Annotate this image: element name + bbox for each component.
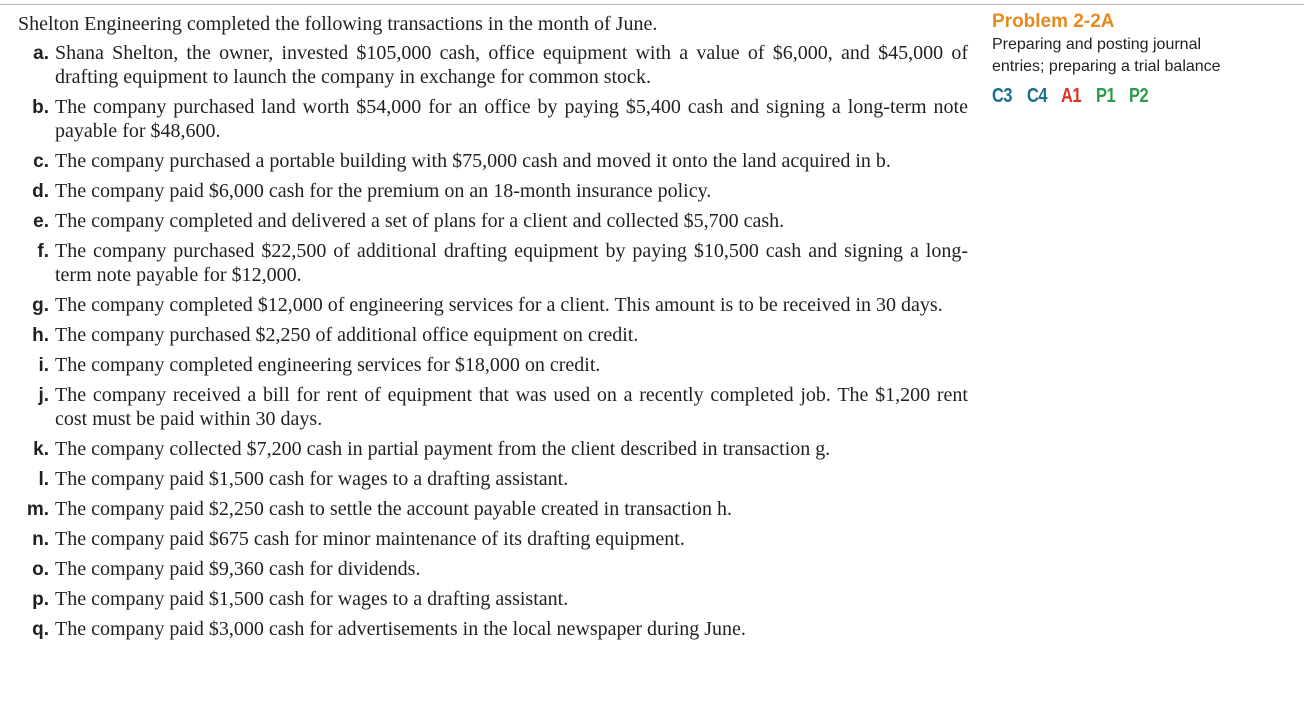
item-text: The company purchased a portable building with $75,000 cash and moved it onto the land acquired in b. [55,150,891,172]
item-text: The company paid $2,250 cash to settle the account payable created in transaction h. [55,498,732,520]
objective-code: A1 [1061,85,1082,107]
item-letter: d. [32,181,49,202]
problem-title: Problem 2-2A [992,11,1115,32]
problem-text [18,12,968,647]
item-letter: a. [33,43,49,64]
item-letter: j. [38,385,49,406]
intro-sentence: Shelton Engineering completed the following transactions in the month of June. [18,13,658,35]
transaction-item [18,353,968,377]
item-letter: l. [38,469,49,490]
transaction-item [18,179,968,203]
item-letter: c. [33,151,49,172]
item-text: The company purchased $2,250 of additional office equipment on credit. [55,324,639,346]
item-text: The company purchased $22,500 of additional drafting equipment by paying $10,500 cash and signing a long-term note payable for $12,000. [55,240,968,286]
problem-sidebar [992,10,1292,108]
item-letter: h. [32,325,49,346]
objective-code: C4 [1026,85,1047,107]
item-text: The company collected $7,200 cash in partial payment from the client described in transaction g. [55,438,831,460]
transaction-item [18,617,968,641]
transaction-item [18,467,968,491]
transaction-item [18,209,968,233]
item-letter: e. [33,211,49,232]
item-letter: f. [37,241,49,262]
item-letter: i. [38,355,49,376]
transaction-item [18,557,968,581]
item-text: The company paid $9,360 cash for dividends. [55,558,421,580]
item-text: Shana Shelton, the owner, invested $105,000 cash, office equipment with a value of $6,000, and $45,000 of drafting equipment to launch the company in exchange for common stock. [55,42,968,88]
learning-objective-codes [992,84,1292,108]
transaction-item [18,293,968,317]
transaction-item [18,383,968,431]
transaction-item [18,437,968,461]
item-letter: n. [32,529,49,550]
item-text: The company received a bill for rent of equipment that was used on a recently completed job. The $1,200 rent cost must be paid within 30 days. [55,384,968,430]
objective-code: P1 [1095,85,1115,107]
item-letter: g. [32,295,49,316]
item-letter: q. [32,619,49,640]
item-text: The company paid $1,500 cash for wages to a drafting assistant. [55,588,569,610]
item-text: The company paid $1,500 cash for wages to a drafting assistant. [55,468,569,490]
transaction-item [18,95,968,143]
item-text: The company paid $3,000 cash for advertisements in the local newspaper during June. [55,618,746,640]
transaction-item [18,239,968,287]
problem-description: Preparing and posting journal entries; preparing a trial balance [992,36,1221,75]
item-letter: p. [32,589,49,610]
transaction-item [18,149,968,173]
item-letter: m. [26,499,49,520]
transaction-item [18,41,968,89]
transaction-item [18,587,968,611]
item-text: The company completed engineering services for $18,000 on credit. [55,354,601,376]
item-letter: k. [33,439,49,460]
objective-code: P2 [1129,85,1149,107]
item-letter: b. [32,97,49,118]
item-text: The company paid $675 cash for minor maintenance of its drafting equipment. [55,528,685,550]
item-text: The company completed $12,000 of engineering services for a client. This amount is to be received in 30 days. [55,294,943,316]
item-text: The company purchased land worth $54,000 for an office by paying $5,400 cash and signing a long-term note payable for $48,600. [55,96,968,142]
item-text: The company paid $6,000 cash for the premium on an 18-month insurance policy. [55,180,712,202]
item-text: The company completed and delivered a set of plans for a client and collected $5,700 cash. [55,210,785,232]
transaction-item [18,527,968,551]
item-letter: o. [32,559,49,580]
objective-code: C3 [992,85,1013,107]
transaction-item [18,323,968,347]
top-rule [0,4,1304,5]
transaction-item [18,497,968,521]
